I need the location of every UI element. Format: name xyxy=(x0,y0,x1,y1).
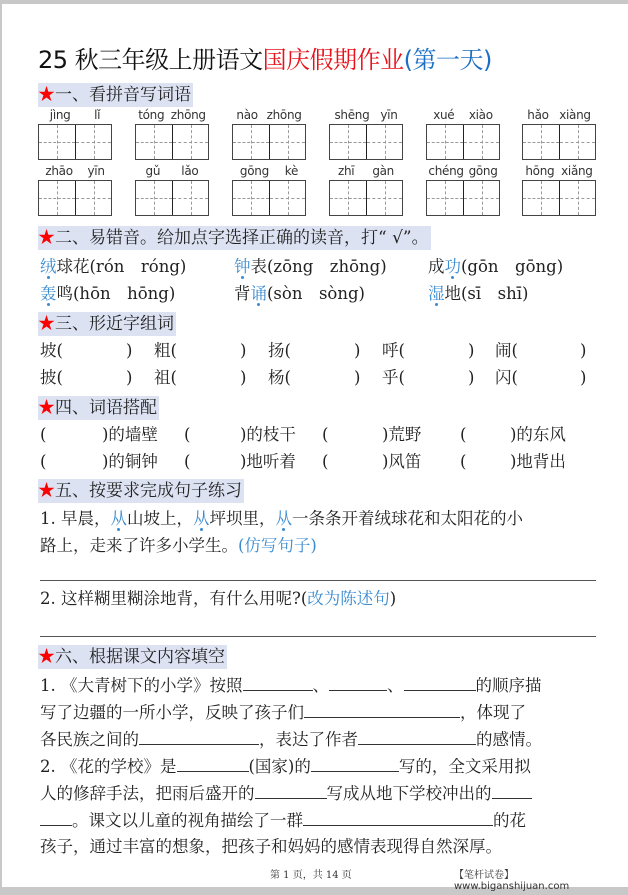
dotted-char: 轰 xyxy=(40,284,57,303)
writing-grid[interactable] xyxy=(426,180,500,216)
char-prompt: 坡( xyxy=(40,341,63,360)
writing-grid[interactable] xyxy=(426,124,500,160)
title-day: (第一天) xyxy=(403,46,492,74)
writing-grid[interactable] xyxy=(135,124,209,160)
dotted-char: 从 xyxy=(110,509,127,528)
text: 的顺序描 xyxy=(475,676,542,695)
star-icon: ★ xyxy=(38,647,55,667)
paren-open: ( xyxy=(184,425,191,444)
pronunciation-item[interactable] xyxy=(40,254,186,280)
writing-grid[interactable] xyxy=(329,180,403,216)
fill-blank[interactable] xyxy=(139,726,259,745)
pinyin-text: xiàng xyxy=(559,108,591,122)
sentence-q1-line1 xyxy=(40,506,523,532)
title-grade: 25 秋三年级上册语文 xyxy=(38,46,263,74)
paren-close: ) xyxy=(580,368,587,387)
pinyin-text: nào xyxy=(236,108,258,122)
char-prompt: 闹( xyxy=(495,341,518,360)
text: 2. 这样糊里糊涂地背，有什么用呢?( xyxy=(40,589,308,608)
char-prompt: 扬( xyxy=(268,341,291,360)
pinyin-options: (sòn sòng) xyxy=(267,284,365,303)
match-phrase: )风笛 xyxy=(382,452,422,471)
section-2-title: 二、易错音。给加点字选择正确的读音，打“ √”。 xyxy=(55,228,429,248)
text: 山坡上， xyxy=(127,509,193,528)
pinyin-options: (gōn gōng) xyxy=(461,257,564,276)
dotted-char: 从 xyxy=(275,509,292,528)
word-rest: 球花 xyxy=(56,257,90,276)
word-rest: 地 xyxy=(444,284,461,303)
section-6-title: 六、根据课文内容填空 xyxy=(55,647,225,667)
text: 的花 xyxy=(493,811,526,830)
match-phrase: )的枝干 xyxy=(240,425,296,444)
source-watermark: 【笔杆试卷】www.biganshijuan.com xyxy=(454,870,570,892)
word-rest: 表 xyxy=(250,257,267,276)
fill-q2-line2 xyxy=(40,780,532,807)
pinyin-text: yīn xyxy=(87,164,105,178)
text: 、 xyxy=(312,676,329,695)
fill-blank[interactable] xyxy=(311,753,399,772)
fill-blank[interactable] xyxy=(303,807,493,826)
dotted-char: 钟 xyxy=(234,257,251,276)
section-1-heading xyxy=(38,83,193,107)
word-match-row-2 xyxy=(40,449,600,475)
paren-close: ) xyxy=(126,368,133,387)
writing-grid[interactable] xyxy=(329,124,403,160)
paren-open: ( xyxy=(322,425,329,444)
section-6-heading xyxy=(38,645,227,669)
writing-grid[interactable] xyxy=(232,180,306,216)
sentence-q2 xyxy=(40,586,396,612)
pronunciation-item[interactable] xyxy=(234,254,387,280)
paren-close: ) xyxy=(468,368,475,387)
star-icon: ★ xyxy=(38,481,55,501)
instruction-hint: 改为陈述句 xyxy=(307,589,390,608)
writing-grid[interactable] xyxy=(135,180,209,216)
paren-close: ) xyxy=(126,341,133,360)
pinyin-text: gàn xyxy=(372,164,394,178)
section-5-heading xyxy=(38,479,244,503)
char-prompt: 祖( xyxy=(154,368,177,387)
word-match-row-1 xyxy=(40,422,600,448)
paren-close: ) xyxy=(354,368,361,387)
text: ，表达了作者 xyxy=(259,730,358,749)
pinyin-text: zhī xyxy=(337,164,355,178)
dotted-char: 从 xyxy=(193,509,210,528)
fill-blank[interactable] xyxy=(304,699,460,718)
pinyin-text: gōng xyxy=(468,164,498,178)
section-1-title: 一、看拼音写词语 xyxy=(55,85,191,105)
text: ) xyxy=(389,589,397,608)
pronunciation-item[interactable] xyxy=(428,254,563,280)
text: 人的修辞手法，把雨后盛开的 xyxy=(40,784,255,803)
paren-close: ) xyxy=(580,341,587,360)
pinyin-options: (rón róng) xyxy=(89,257,187,276)
fill-blank[interactable] xyxy=(243,672,313,691)
text: 2. 《花的学校》是 xyxy=(40,757,177,776)
match-phrase: )的铜钟 xyxy=(102,452,158,471)
pinyin-text: gǔ xyxy=(145,164,161,178)
match-phrase: )地听着 xyxy=(240,452,296,471)
char-prompt: 闪( xyxy=(495,368,518,387)
paren-open: ( xyxy=(322,452,329,471)
pinyin-text: shēng xyxy=(334,108,370,122)
pinyin-options: (zōng zhōng) xyxy=(267,257,387,276)
paren-close: ) xyxy=(468,341,475,360)
worksheet-page xyxy=(2,4,628,892)
text: 写的，全文采用拟 xyxy=(398,757,531,776)
text: 写成从地下学校冲出的 xyxy=(326,784,492,803)
paren-open: ( xyxy=(460,452,467,471)
writing-grid[interactable] xyxy=(522,124,596,160)
pinyin-text: tóng xyxy=(138,108,165,122)
paren-open: ( xyxy=(40,425,47,444)
paren-open: ( xyxy=(40,452,47,471)
word-rest: 鸣 xyxy=(56,284,73,303)
dotted-char: 诵 xyxy=(250,284,267,303)
text: ，体现了 xyxy=(460,703,526,722)
writing-grid[interactable] xyxy=(232,124,306,160)
fill-blank[interactable] xyxy=(358,726,476,745)
section-3-title: 三、形近字组词 xyxy=(55,314,174,334)
title-homework: 国庆假期作业 xyxy=(262,46,404,74)
pinyin-text: xiǎng xyxy=(561,164,593,178)
pronunciation-item[interactable] xyxy=(234,281,365,307)
sentence-q1-line2 xyxy=(40,533,317,559)
pinyin-text: xiào xyxy=(468,108,493,122)
fill-q2-line1 xyxy=(40,753,531,780)
pinyin-text: yīn xyxy=(380,108,398,122)
char-prompt: 披( xyxy=(40,368,63,387)
star-icon: ★ xyxy=(38,314,55,334)
paren-open: ( xyxy=(460,425,467,444)
fill-blank[interactable] xyxy=(40,807,72,826)
char-prompt: 乎( xyxy=(382,368,405,387)
char-prompt: 呼( xyxy=(382,341,405,360)
dotted-char: 功 xyxy=(444,257,461,276)
similar-char-row-1 xyxy=(40,338,600,364)
section-5-title: 五、按要求完成句子练习 xyxy=(55,481,242,501)
pinyin-text: kè xyxy=(284,164,299,178)
writing-grid[interactable] xyxy=(38,124,112,160)
section-2-heading xyxy=(38,226,431,250)
text: 路上，走来了许多小学生。 xyxy=(40,536,238,555)
pronunciation-item[interactable] xyxy=(40,281,175,307)
instruction-hint: (仿写句子) xyxy=(238,536,317,555)
match-phrase: )的墙壁 xyxy=(102,425,158,444)
page-title xyxy=(38,44,492,76)
text: 的感情。 xyxy=(476,730,542,749)
match-phrase: )的东风 xyxy=(510,425,566,444)
pinyin-text: lǎo xyxy=(181,164,199,178)
star-icon: ★ xyxy=(38,85,55,105)
answer-line[interactable] xyxy=(40,580,596,581)
section-3-heading xyxy=(38,312,176,336)
pinyin-text: lǐ xyxy=(94,108,101,122)
section-4-title: 四、词语搭配 xyxy=(55,398,157,418)
star-icon: ★ xyxy=(38,228,55,248)
dotted-char: 湿 xyxy=(428,284,445,303)
match-phrase: )地背出 xyxy=(510,452,566,471)
pinyin-text: hǎo xyxy=(527,108,549,122)
word-prefix: 成 xyxy=(428,257,445,276)
text: 各民族之间的 xyxy=(40,730,139,749)
dotted-char: 绒 xyxy=(40,257,57,276)
fill-q2-line4 xyxy=(40,834,502,860)
text: 1. 《大青树下的小学》按照 xyxy=(40,676,243,695)
text: 坪坝里， xyxy=(209,509,276,528)
writing-grid[interactable] xyxy=(522,180,596,216)
text: 孩子，通过丰富的想象，把孩子和妈妈的感情表现得自然深厚。 xyxy=(40,837,502,856)
pinyin-options: (hōn hōng) xyxy=(73,284,176,303)
fill-blank[interactable] xyxy=(255,780,327,799)
text: 、 xyxy=(387,676,404,695)
pinyin-text: zhōng xyxy=(266,108,302,122)
writing-grid[interactable] xyxy=(38,180,112,216)
pinyin-text: chéng xyxy=(428,164,464,178)
pronunciation-item[interactable] xyxy=(428,281,529,307)
pinyin-text: gōng xyxy=(239,164,269,178)
text: (国家)的 xyxy=(248,757,311,776)
pinyin-text: zhāo xyxy=(45,164,73,178)
text: 1. 早晨， xyxy=(40,509,111,528)
answer-line[interactable] xyxy=(40,636,596,637)
similar-char-row-2 xyxy=(40,365,600,391)
fill-q1-line2 xyxy=(40,699,526,726)
match-phrase: )荒野 xyxy=(382,425,422,444)
paren-open: ( xyxy=(184,452,191,471)
star-icon: ★ xyxy=(38,398,55,418)
fill-blank[interactable] xyxy=(404,672,476,691)
pinyin-text: xué xyxy=(433,108,455,122)
text: 。课文以儿童的视角描绘了一群 xyxy=(72,811,303,830)
fill-q1-line3 xyxy=(40,726,542,753)
paren-close: ) xyxy=(240,341,247,360)
char-prompt: 杨( xyxy=(268,368,291,387)
pinyin-text: jìng xyxy=(49,108,71,122)
page-number: 第 1 页，共 14 页 xyxy=(270,870,352,881)
text: 一条条开着绒球花和太阳花的小 xyxy=(292,509,523,528)
pinyin-text: hōng xyxy=(525,164,555,178)
fill-blank[interactable] xyxy=(492,780,532,799)
fill-q2-line3 xyxy=(40,807,526,834)
pinyin-options: (sī shī) xyxy=(461,284,529,303)
char-prompt: 粗( xyxy=(154,341,177,360)
fill-blank[interactable] xyxy=(329,672,387,691)
word-prefix: 背 xyxy=(234,284,251,303)
paren-close: ) xyxy=(240,368,247,387)
fill-q1-line1 xyxy=(40,672,542,699)
pinyin-text: zhōng xyxy=(170,108,206,122)
paren-close: ) xyxy=(354,341,361,360)
fill-blank[interactable] xyxy=(177,753,249,772)
text: 写了边疆的一所小学，反映了孩子们 xyxy=(40,703,304,722)
section-4-heading xyxy=(38,396,159,420)
